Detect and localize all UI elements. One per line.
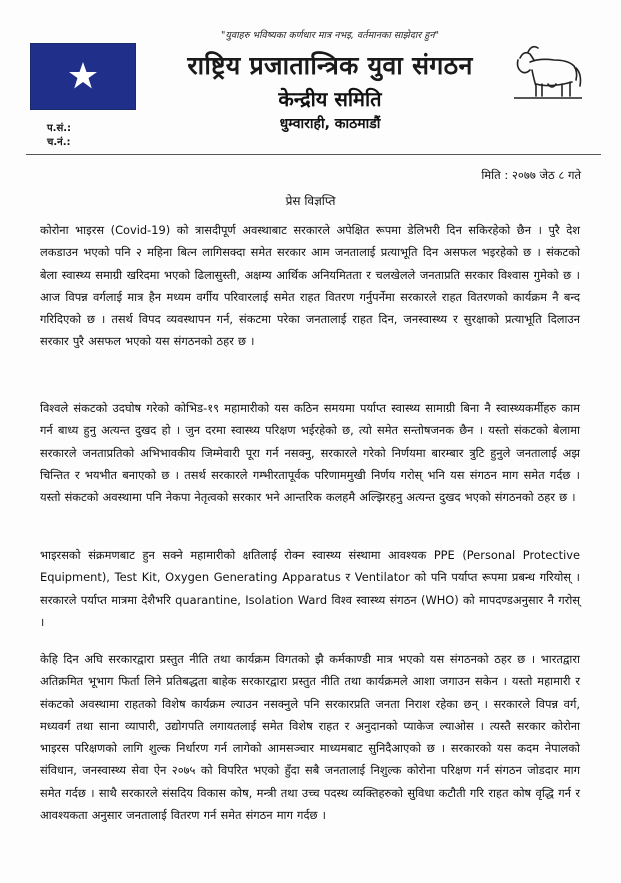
- ref-chalani-label: च.नं.:: [47, 137, 71, 148]
- committee-name: केन्द्रीय समिति: [278, 87, 382, 111]
- header-divider: [26, 154, 601, 155]
- paragraph-3: भाइरसको संक्रमणबाट हुन सक्ने महामारीको क्षतिलाई रोक्न स्वास्थ्य संस्थामा आवश्यक PPE (Personal Protective Equipment), Test Kit, Oxygen Generating Apparatus र Ventilator को पनि पर्याप्त रूपमा प्रबन्ध गरियोस् । सरकारले पर्याप्त मात्रमा देशैभरि quarantine, Isolation Ward विश्व स्वास्थ्य संगठन (WHO) को मापदण्डअनुसार नै गरोस् ।: [40, 548, 580, 629]
- paragraph-2: विश्वले संकटको उदघोष गरेको कोभिड-१९ महामारीको यस कठिन समयमा पर्याप्त स्वास्थ्य सामाग्री बिना नै स्वास्थ्यकर्मीहरु काम गर्न बाध्य हुनु अत्यन्त दुखद हो । जुन दरमा स्वास्थ्य परिक्षण भईरहेको छ, त्यो समेत सन्तोषजनक छैन । यस्तो संकटको बेलामा सरकारले जनताप्रतिको अभिभावकीय जिम्मेवारी पूरा गर्न नसक्नु, सरकारले गरेको निर्णयमा बारम्बार त्रुटि हुनुले जनतालाई अझ चिन्तित र भयभीत बनाएको छ । तसर्थ सरकारले गम्भीरतापूर्वक परिणाममुखी निर्णय गरोस् भनि यस संगठन माग समेत गर्दछ । यस्तो संकटको अवस्थामा पनि नेकपा नेतृत्वको सरकार भने आन्तरिक कलहमै अल्झिरहनु अत्यन्त दुखद भएको संगठनको ठहर छ ।: [40, 401, 580, 505]
- flag-icon: [30, 43, 136, 110]
- paragraph-1: कोरोना भाइरस (Covid-19) को त्रासदीपूर्ण अवस्थाबाट सरकारले अपेक्षित रूपमा डेलिभरी दिन सकिरहेको छैन । पुरै देश लकडाउन भएको पनि २ महिना बित्न लागिसक्दा समेत सरकार आम जनतालाई प्रत्याभूति दिन असफल भइरहेको छ । संकटको बेला स्वास्थ्य समाग्री खरिदमा भएको ढिलासुस्ती, अक्षम्य आर्थिक अनियमितता र चलखेलले जनताप्रति सरकार विश्वास गुमेको छ । आज विपन्न वर्गलाई मात्र हैन मध्यम वर्गीय परिवारलाई समेत राहत वितरण गर्नुपर्नेमा सरकारले राहत वितरणको कार्यक्रम नै बन्द गरिदिएको छ । तसर्थ विपद व्यवस्थापन गर्न, संकटमा परेका जनतालाई राहत दिन, जनस्वास्थ्य र सुरक्षाको प्रत्याभूति दिलाउन सरकार पुरै असफल भएको यस संगठनको ठहर छ ।: [40, 223, 580, 349]
- tagline: "युवाहरु भविष्यका कर्णधार मात्र नभइ, वर्तमानका साझेदार हुन": [221, 30, 439, 41]
- ref-patra-label: प.सं.:: [47, 123, 72, 134]
- cow-icon: [510, 38, 585, 103]
- press-release-heading: प्रेस विज्ञप्ति: [285, 194, 336, 208]
- date: मिति : २०७७ जेठ ८ गते: [481, 168, 581, 182]
- paragraph-4: केहि दिन अघि सरकारद्वारा प्रस्तुत नीति तथा कार्यक्रम विगतको झै कर्मकाण्डी मात्र भएको यस संगठनको ठहर छ । भारतद्वारा अतिक्रमित भूभाग फिर्ता लिने प्रतिबद्धता बाहेक सरकारद्वारा प्रस्तुत नीति तथा कार्यक्रमले आशा जगाउन सकेन । यस्तो महामारी र संकटको अवस्थामा राहतको विशेष कार्यक्रम ल्याउन नसक्नुले पनि सरकारप्रति जनता निराश रहेका छन् । सरकारले विपन्न वर्ग, मध्यवर्ग तथा साना व्यापारी, उद्योगपति लगायतलाई समेत विशेष राहत र अनुदानको प्याकेज ल्याओस । त्यस्तै सरकार कोरोना भाइरस परिक्षणको लागि शुल्क निर्धारण गर्न लागेको आमसञ्चार माध्यमबाट सुनिदैआएको छ । सरकारको यस कदम नेपालको संविधान, जनस्वास्थ्य सेवा ऐन २०७५ को विपरित भएको हुँदा सबै जनतालाई निशुल्क कोरोना परिक्षण गर्न संगठन जोडदार माग समेत गर्दछ । साथै सरकारले संसदिय विकास कोष, मन्त्री तथा उच्च पदस्थ व्यक्तिहरुको सुविधा कटौती गरि राहत कोष वृद्धि गर्न र आवश्यकता अनुसार जनतालाई वितरण गर्न समेत संगठन माग गर्दछ ।: [40, 652, 580, 823]
- address: धुम्वाराही, काठमाडौं: [279, 116, 381, 132]
- organization-name: राष्ट्रिय प्रजातान्त्रिक युवा संगठन: [187, 51, 473, 80]
